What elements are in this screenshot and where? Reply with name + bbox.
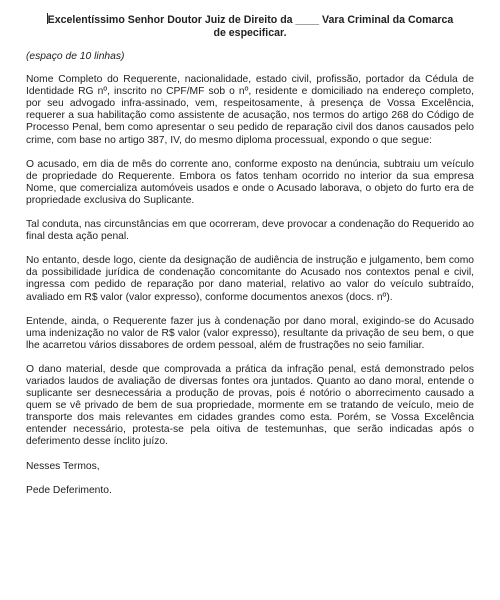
closing-request: Pede Deferimento. [26, 484, 112, 496]
heading-line-1-text: Excelentíssimo Senhor Doutor Juiz de Direito da ____ Vara Criminal da Comarca [47, 14, 454, 26]
document-heading [26, 13, 474, 40]
heading-line-2: de especificar. [213, 27, 287, 39]
paragraph-evidence: O dano material, desde que comprovada a prática da infração penal, está demonstrado pelos variados laudos de avaliação de diversas fontes ora juntados. Quanto ao dano moral, entende o suplicante ser desnecessária a produção de provas, pois é notório o aborrecimento causado a quem se vê privado de bem de sua propriedade, mormente em se tratando de veículo, meio de transporte dos mais relevantes em cidades grandes como esta. Porém, se Vossa Excelência entender necessário, protesta-se pela oitiva de testemunhas, que serão indicadas após o deferimento desse ínclito juízo. [26, 363, 474, 448]
space-note: (espaço de 10 linhas) [26, 51, 125, 62]
paragraph-material-damage: No entanto, desde logo, ciente da designação de audiência de instrução e julgamento, bem como da possibilidade jurídica de condenação concomitante do Acusado nos contextos penal e civil, ingressa com pedido de reparação por dano material, relativo ao valor do veículo subtraído, avaliado em R$ valor (valor expresso), conforme documentos anexos (docs. nº). [26, 255, 474, 303]
paragraph-moral-damage: Entende, ainda, o Requerente fazer jus à condenação por dano moral, exigindo-se do Acusado uma indenização no valor de R$ valor (valor expresso), resultante da privação de seu bem, o que lhe acarretou vários dissabores de ordem pessoal, além de frustrações no seio familiar. [26, 315, 474, 351]
document-page [26, 13, 474, 509]
paragraph-conduct: Tal conduta, nas circunstâncias em que ocorreram, deve provocar a condenação do Requerido ao final desta ação penal. [26, 219, 474, 243]
paragraph-qualification: Nome Completo do Requerente, nacionalidade, estado civil, profissão, portador da Cédula de Identidade RG nº, inscrito no CPF/MF sob o nº, residente e domiciliado na endereço completo, por seu advogado infra-assinado, vem, respeitosamente, à presença de Vossa Excelência, requerer a sua habilitação como assistente de acusação, nos termos do artigo 268 do Código de Processo Penal, bem como apresentar o seu pedido de reparação civil dos danos causados pelo crime, com base no artigo 387, IV, do mesmo diploma processual, expondo o que segue: [26, 74, 474, 146]
closing-terms: Nesses Termos, [26, 460, 100, 472]
heading-line-1 [26, 13, 474, 27]
paragraph-facts: O acusado, em dia de mês do corrente ano, conforme exposto na denúncia, subtraiu um veículo de propriedade do Requerente. Embora os fatos tenham ocorrido no interior da sua empresa Nome, que comercializa automóveis usados e onde o Acusado laborava, o objeto do furto era de propriedade exclusiva do Suplicante. [26, 158, 474, 206]
